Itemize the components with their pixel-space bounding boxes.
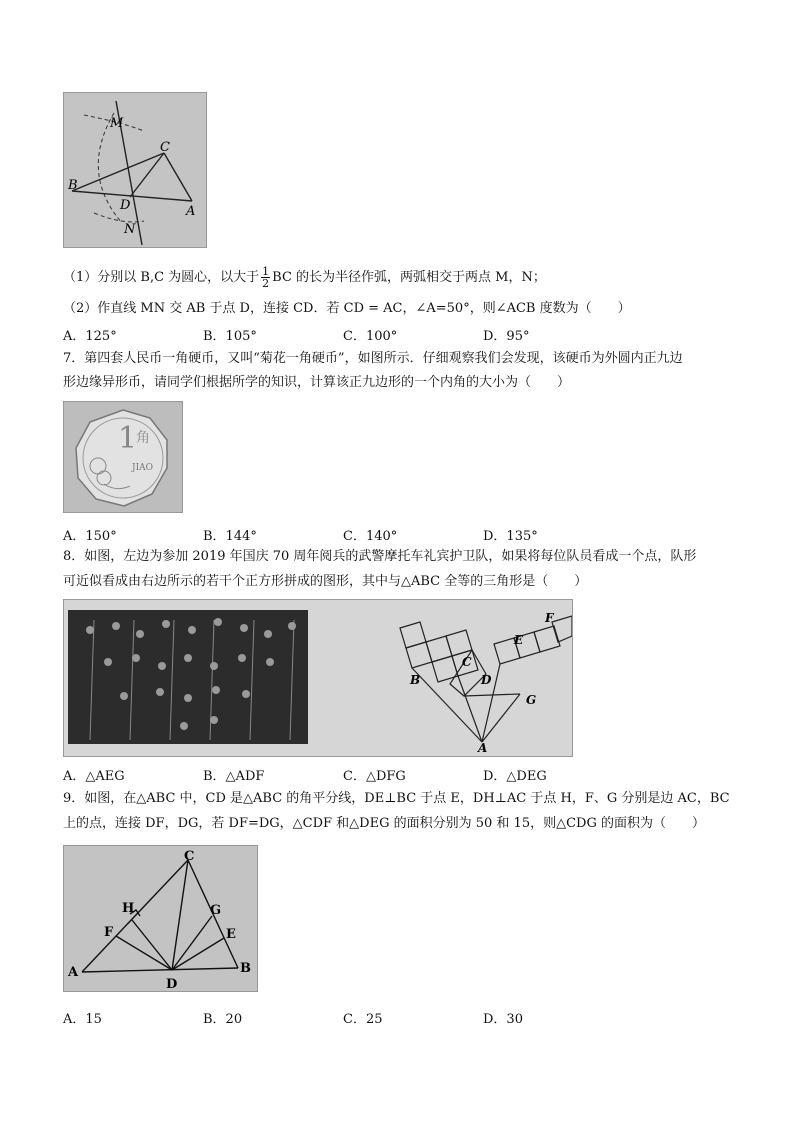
label-h: H bbox=[122, 901, 135, 916]
q9-option-c: C．25 bbox=[343, 1012, 383, 1027]
q7-option-a: A．150° bbox=[63, 529, 117, 544]
angle-bisector-figure bbox=[63, 845, 258, 992]
label-a: A bbox=[186, 204, 196, 219]
q8-option-b: B．△ADF bbox=[203, 769, 265, 784]
q7-option-c: C．140° bbox=[343, 529, 398, 544]
q7-option-d: D．135° bbox=[483, 529, 538, 544]
label-c: C bbox=[160, 140, 170, 155]
fraction-numerator: 1 bbox=[262, 265, 270, 278]
q9-option-a: A．15 bbox=[63, 1012, 102, 1027]
q6-step1-pre: （1）分别以 B,C 为圆心，以大于 bbox=[63, 270, 260, 285]
q6-step1-post: BC 的长为半径作弧，两弧相交于两点 M，N； bbox=[272, 270, 546, 285]
q6-option-c: C．100° bbox=[343, 329, 398, 344]
label-d: D bbox=[166, 977, 178, 991]
q9-stem-line2: 上的点，连接 DF，DG，若 DF=DG，△CDF 和△DEG 的面积分别为 50 和 15，则△CDG 的面积为（ ） bbox=[63, 816, 705, 831]
q9-stem-line1: 9．如图，在△ABC 中，CD 是△ABC 的角平分线，DE⊥BC 于点 E，DH⊥AC 于点 H，F、G 分别是边 AC，BC bbox=[63, 791, 730, 806]
label-f: F bbox=[545, 611, 554, 625]
q8-stem-line1: 8．如图，左边为参加 2019 年国庆 70 周年阅兵的武警摩托车礼宾护卫队，如果将每位队员看成一个点，队形 bbox=[63, 549, 697, 564]
q7-stem-line1: 7．第四套人民币一角硬币，又叫“菊花一角硬币”，如图所示．仔细观察我们会发现，该硬币为外圆内正九边 bbox=[63, 351, 683, 366]
coin-photo bbox=[63, 401, 183, 513]
label-a: A bbox=[478, 741, 488, 755]
q7-stem-line2: 形边缘异形币，请同学们根据所学的知识，计算该正九边形的一个内角的大小为（ ） bbox=[63, 375, 571, 390]
fraction-denominator: 2 bbox=[262, 277, 270, 290]
q8-stem-line2: 可近似看成由右边所示的若干个正方形拼成的图形，其中与△ABC 全等的三角形是（ ） bbox=[63, 574, 588, 589]
q9-option-b: B．20 bbox=[203, 1012, 243, 1027]
coin-numeral: 1 bbox=[118, 421, 138, 456]
label-c: C bbox=[462, 655, 472, 669]
q6-step2: （2）作直线 MN 交 AB 于点 D，连接 CD．若 CD = AC，∠A=50°，则∠ACB 度数为（ ） bbox=[63, 301, 631, 316]
label-n: N bbox=[124, 222, 136, 237]
q6-step1 bbox=[63, 266, 546, 289]
q7-option-b: B．144° bbox=[203, 529, 257, 544]
label-e: E bbox=[226, 927, 236, 942]
label-m: M bbox=[110, 116, 124, 131]
coin-jiao-text: JIAO bbox=[132, 463, 154, 473]
label-d: D bbox=[120, 198, 131, 213]
q9-option-d: D．30 bbox=[483, 1012, 523, 1027]
label-f: F bbox=[104, 925, 114, 940]
q6-option-a: A．125° bbox=[63, 329, 117, 344]
label-c: C bbox=[184, 849, 195, 864]
label-b: B bbox=[410, 673, 421, 687]
label-a: A bbox=[68, 965, 79, 980]
label-e: E bbox=[514, 633, 524, 647]
q8-option-a: A．△AEG bbox=[63, 769, 125, 784]
label-d: D bbox=[481, 673, 492, 687]
label-b: B bbox=[68, 178, 78, 193]
q6-option-d: D．95° bbox=[483, 329, 530, 344]
q8-option-c: C．△DFG bbox=[343, 769, 406, 784]
fraction-one-half bbox=[261, 266, 270, 289]
parade-figure bbox=[63, 599, 573, 757]
label-g: G bbox=[210, 903, 222, 918]
coin-jiao-char: 角 bbox=[136, 430, 150, 446]
q8-option-d: D．△DEG bbox=[483, 769, 547, 784]
compass-construction-figure bbox=[63, 92, 207, 248]
q6-option-b: B．105° bbox=[203, 329, 257, 344]
label-g: G bbox=[526, 693, 537, 707]
label-b: B bbox=[240, 961, 251, 976]
